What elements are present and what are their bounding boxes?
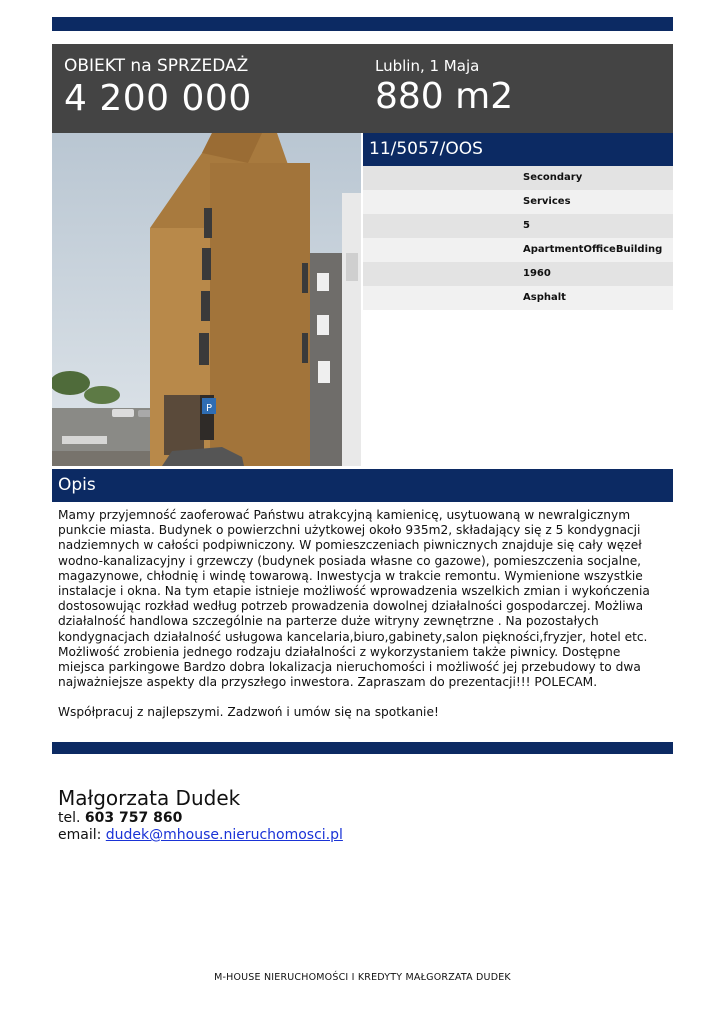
page-footer: M-HOUSE NIERUCHOMOŚCI I KREDYTY MAŁGORZATA DUDEK (214, 972, 511, 983)
description-body: Mamy przyjemność zaoferować Państwu atrakcyjną kamienicę, usytuowaną w newralgicznym punkcie miasta. Budynek o powierzchni użytkowej około 935m2, składający się z 5 kondygnacji nadziemnych w całości podpiwniczony. W pomieszczeniach piwnicznych znajduje się cały węzeł wodno-kanalizacyjny i grzewczy (budynek posiada własne co gazowe), pomieszczenia socjalne, magazynowe, chłodnię i windę towarową. Inwestycja w trakcie remontu. Wymienione wszystkie instalacje i okna. Na tym etapie istnieje możliwość wprowadzenia wszelkich zmian i wykończenia dostosowując rozkład według potrzeb prowadzenia dowolnej działalności gospodarczej. Możliwa działalność handlowa szczególnie na parterze duże witryny zewnętrzne . Na pozostałych kondygnacjach działalność usługowa kancelaria,biuro,gabinety,salon piękności,fryzjer, hotel etc. Możliwość zrobienia jednego rodzaju działalności z wykorzystaniem także piwnicy. Dostępne miejsca parkingowe Bardzo dobra lokalizacja nieruchomości i możliwość jej przebudowy to dwa najważniejsze aspekty dla przyszłego inwestora. Zapraszam do prezentacji!!! POLECAM. (58, 508, 650, 690)
attributes-table (363, 166, 673, 310)
attribute-year-built: 1960 (363, 262, 673, 286)
attribute-access-road: Asphalt (363, 286, 673, 310)
area-value: 880 m2 (375, 76, 514, 117)
attribute-building-type: ApartmentOfficeBuilding (363, 238, 673, 262)
email-label: email: (58, 827, 102, 843)
attribute-usage: Services (363, 190, 673, 214)
listing-header (52, 44, 673, 133)
location-block (375, 56, 513, 118)
attribute-market: Secondary (363, 166, 673, 190)
agent-email-line (58, 827, 343, 844)
description-heading: Opis (52, 469, 673, 502)
description-closing: Współpracuj z najlepszymi. Zadzwoń i umów się na spotkanie! (58, 705, 439, 720)
phone-label: tel. (58, 810, 81, 826)
price-block (64, 56, 252, 120)
agent-email-link[interactable]: dudek@mhouse.nieruchomosci.pl (105, 827, 343, 843)
attribute-floors: 5 (363, 214, 673, 238)
agent-contact (58, 786, 343, 844)
price-value: 4 200 000 (64, 78, 252, 119)
location-label: Lublin, 1 Maja (375, 57, 480, 75)
agent-phone[interactable]: 603 757 860 (84, 810, 183, 826)
agent-phone-line (58, 810, 343, 827)
description-section (58, 508, 664, 736)
svg-text:P: P (205, 403, 213, 414)
section-divider-bar (52, 742, 673, 754)
reference-number: 11/5057/OOS (363, 133, 673, 166)
top-accent-bar (52, 17, 673, 31)
offer-type-label: OBIEKT na SPRZEDAŻ (64, 56, 249, 76)
agent-name: Małgorzata Dudek (58, 786, 241, 810)
property-photo (52, 133, 361, 466)
